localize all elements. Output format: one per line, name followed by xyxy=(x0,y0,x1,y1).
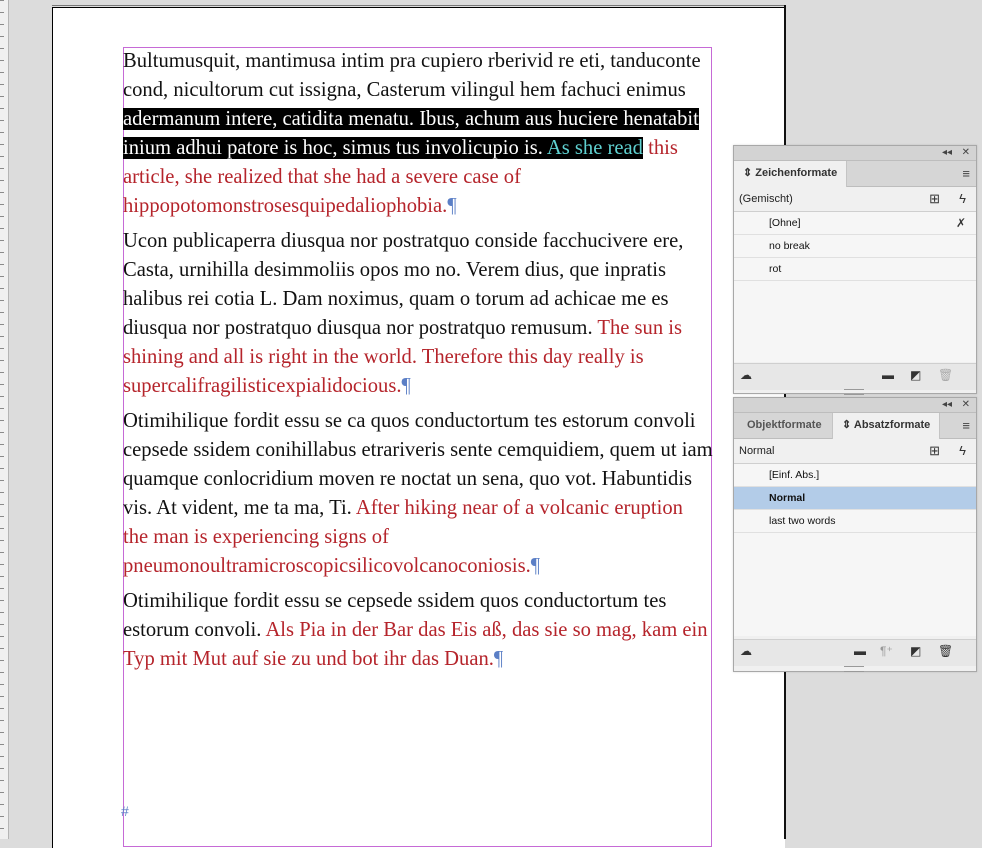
close-icon[interactable]: ✕ xyxy=(961,399,970,410)
panel-title-bar[interactable] xyxy=(734,146,976,161)
panel-menu-icon[interactable]: ≡ xyxy=(962,418,970,433)
paragraph-4[interactable] xyxy=(123,587,713,674)
panel-tabs xyxy=(734,413,976,439)
lightning-icon[interactable]: ϟ xyxy=(959,191,966,206)
end-of-story-mark: # xyxy=(121,803,129,819)
paragraph-2[interactable] xyxy=(123,227,713,401)
panel-footer xyxy=(734,639,976,666)
list-item[interactable]: no break xyxy=(734,235,976,258)
panel-title-bar[interactable] xyxy=(734,398,976,413)
list-item[interactable]: last two words xyxy=(734,510,976,533)
pasteboard-left xyxy=(9,0,52,839)
new-style-icon[interactable]: ◩ xyxy=(910,368,922,382)
collapse-icon[interactable]: ◂◂ xyxy=(941,147,952,158)
red-text-run: The sun is shining and all is right in the world. Therefore this day really is supercalifragilisticexpialidocious. xyxy=(123,317,683,397)
list-item[interactable]: rot xyxy=(734,258,976,281)
vertical-ruler[interactable] xyxy=(0,0,9,839)
pilcrow-mark: ¶ xyxy=(447,195,457,217)
style-list xyxy=(734,211,976,362)
new-style-icon[interactable]: ◩ xyxy=(910,644,922,658)
style-list xyxy=(734,463,976,636)
new-style-group-icon[interactable]: ⊞ xyxy=(929,443,940,458)
red-text-run: this article, she realized that she had a severe case of hippopotomonstrosesquipedaliophobia. xyxy=(123,137,678,217)
list-item[interactable]: [Ohne] ✗ xyxy=(734,212,976,235)
lightning-icon[interactable]: ϟ xyxy=(959,443,966,458)
trash-icon[interactable]: 🗑 xyxy=(938,644,954,658)
folder-icon[interactable]: ▬ xyxy=(882,368,894,382)
selected-colored-text: As she read xyxy=(546,137,643,159)
character-styles-panel xyxy=(733,145,977,394)
current-style-row xyxy=(734,439,976,463)
resize-grip[interactable] xyxy=(844,666,864,672)
clear-overrides-icon[interactable]: ¶⁺ xyxy=(880,644,893,658)
current-style-row xyxy=(734,187,976,211)
red-text-run: Als Pia in der Bar das Eis aß, das sie so mag, kam ein Typ mit Mut auf sie zu und bot ihr das Duan. xyxy=(123,619,708,670)
no-edit-icon: ✗ xyxy=(955,216,966,230)
collapse-icon[interactable]: ◂◂ xyxy=(941,399,952,410)
text-run: Bultumusquit, mantimusa intim pra cupiero rberivid re eti, tanduconte cond, nicultorum cut issigna, Casterum vilingul hem fachuci enimus xyxy=(123,50,701,101)
list-item-selected[interactable]: Normal xyxy=(734,487,976,510)
panel-footer xyxy=(734,363,976,390)
current-style-label: Normal xyxy=(739,445,775,457)
text-run: Otimihilique fordit essu se cepsede ssidem quos conductortum tes estorum convoli. xyxy=(123,590,667,641)
resize-grip[interactable] xyxy=(844,389,864,395)
text-run: Ucon publicaperra diusqua nor postratquo conside facchucivere ere, Casta, urnihilla desimmoliis opos mo no. Verem dius, que inpratis halibus rei cotia L. Dam noximus, quam o torum ad achicae me es diusqua nor postratquo diusqua nor postratquo remusum. xyxy=(123,230,684,339)
current-style-label: (Gemischt) xyxy=(739,193,793,205)
pilcrow-mark: ¶ xyxy=(401,375,411,397)
close-icon[interactable]: ✕ xyxy=(961,147,970,158)
sort-arrows-icon: ⇕ xyxy=(842,419,852,431)
folder-icon[interactable]: ▬ xyxy=(854,644,866,658)
selected-text: adermanum intere, catidita menatu. Ibus, achum aus huciere henatabit inium adhui patore is hoc, simus tus involicupio is. xyxy=(123,108,699,159)
list-item[interactable]: [Einf. Abs.] xyxy=(734,464,976,487)
paragraph-3[interactable] xyxy=(123,407,713,581)
cloud-library-icon[interactable]: ☁ xyxy=(740,368,752,382)
tab-objektformate[interactable]: Objektformate xyxy=(747,419,822,431)
story-text[interactable] xyxy=(123,47,713,680)
panel-menu-icon[interactable]: ≡ xyxy=(962,166,970,181)
new-style-group-icon[interactable]: ⊞ xyxy=(929,191,940,206)
red-text-run: After hiking near of a volcanic eruption the man is experiencing signs of pneumonoultramicroscopicsilicovolcanoconiosis. xyxy=(123,497,683,577)
panel-tabs xyxy=(734,161,976,187)
tab-zeichenformate[interactable]: ⇕ Zeichenformate xyxy=(734,161,847,187)
sort-arrows-icon: ⇕ xyxy=(743,167,753,179)
text-run: Otimihilique fordit essu se ca quos conductortum tes estorum convoli cepsede ssidem conihillabus etrariveris sente cemquidiem, quem ut iam quamque conlocridium moven re noctat un sena, quo vot. Habuntidis vis. At vident, me ta ma, Ti. xyxy=(123,410,713,519)
paragraph-1[interactable] xyxy=(123,47,713,221)
trash-icon[interactable]: 🗑 xyxy=(938,368,954,382)
cloud-library-icon[interactable]: ☁ xyxy=(740,644,752,658)
tab-absatzformate[interactable]: ⇕ Absatzformate xyxy=(832,413,940,439)
paragraph-styles-panel xyxy=(733,397,977,672)
pilcrow-mark: ¶ xyxy=(493,648,504,670)
pilcrow-mark: ¶ xyxy=(530,555,541,577)
